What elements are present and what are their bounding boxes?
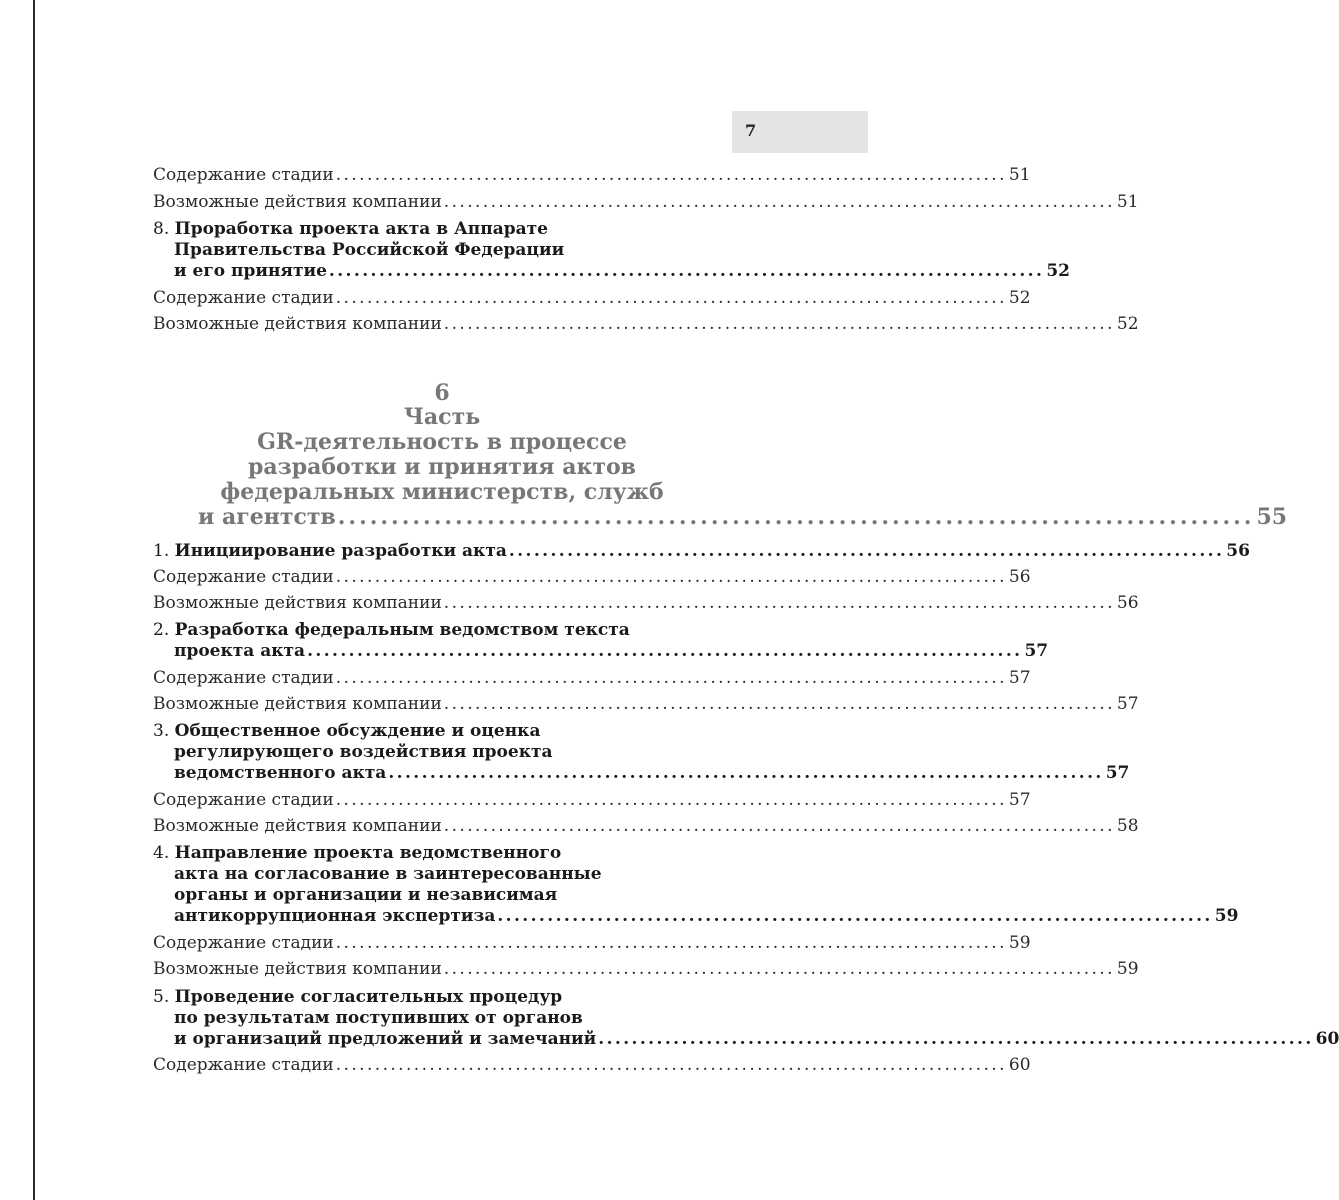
toc-section-1[interactable]: 1. Инициирование разработки акта ...................................................................................... 56 <box>153 541 1250 561</box>
spine-line <box>33 0 35 1200</box>
toc-entry-company-actions[interactable]: Возможные действия компании ...................................................................................... 57 <box>153 694 1139 714</box>
toc-section-8[interactable]: 8. Проработка проекта акта в Аппарате Правительства Российской Федерации и его принятие ...................................................................................... 52 <box>153 219 1070 281</box>
toc-entry-stage-content[interactable]: Содержание стадии ...................................................................................... 57 <box>153 668 1031 688</box>
toc-section-3[interactable]: 3. Общественное обсуждение и оценка регулирующего воздействия проекта ведомственного акта ...................................................................................... 57 <box>153 721 1130 783</box>
part-title-line: разработки и принятия актов <box>248 454 636 480</box>
toc-entry-stage-content[interactable]: Содержание стадии ...................................................................................... 52 <box>153 288 1031 308</box>
page-number: 7 <box>745 121 757 140</box>
toc-entry-company-actions[interactable]: Возможные действия компании ...................................................................................... 51 <box>153 192 1139 212</box>
part-title-last-line[interactable]: и агентств ...................................................................................... 55 <box>198 504 1288 530</box>
toc-section-5[interactable]: 5. Проведение согласительных процедур по результатам поступивших от органов и организаций предложений и замечаний ...................................................................................... 60 <box>153 987 1339 1049</box>
part-title-line: федеральных министерств, служб <box>220 479 664 505</box>
toc-entry-company-actions[interactable]: Возможные действия компании ...................................................................................... 58 <box>153 816 1139 836</box>
toc-entry-stage-content[interactable]: Содержание стадии ...................................................................................... 59 <box>153 933 1031 953</box>
part-number: 6 <box>434 380 450 406</box>
toc-entry-stage-content[interactable]: Содержание стадии ...................................................................................... 51 <box>153 165 1031 185</box>
toc-entry-company-actions[interactable]: Возможные действия компании ...................................................................................... 59 <box>153 959 1139 979</box>
toc-entry-stage-content[interactable]: Содержание стадии ...................................................................................... 56 <box>153 567 1031 587</box>
toc-section-4[interactable]: 4. Направление проекта ведомственного акта на согласование в заинтересованные органы и организации и независимая антикоррупционная экспертиза ...................................................................................... 59 <box>153 843 1239 926</box>
part-label: Часть <box>403 404 481 430</box>
toc-entry-company-actions[interactable]: Возможные действия компании ...................................................................................... 52 <box>153 314 1139 334</box>
toc-section-2[interactable]: 2. Разработка федеральным ведомством текста проекта акта ...................................................................................... 57 <box>153 620 1049 661</box>
toc-entry-company-actions[interactable]: Возможные действия компании ...................................................................................... 56 <box>153 593 1139 613</box>
toc-entry-stage-content[interactable]: Содержание стадии ...................................................................................... 60 <box>153 1055 1031 1075</box>
part-page: 55 <box>1256 504 1288 530</box>
toc-entry-stage-content[interactable]: Содержание стадии ...................................................................................... 57 <box>153 790 1031 810</box>
part-title-line: GR-деятельность в процессе <box>257 429 627 455</box>
